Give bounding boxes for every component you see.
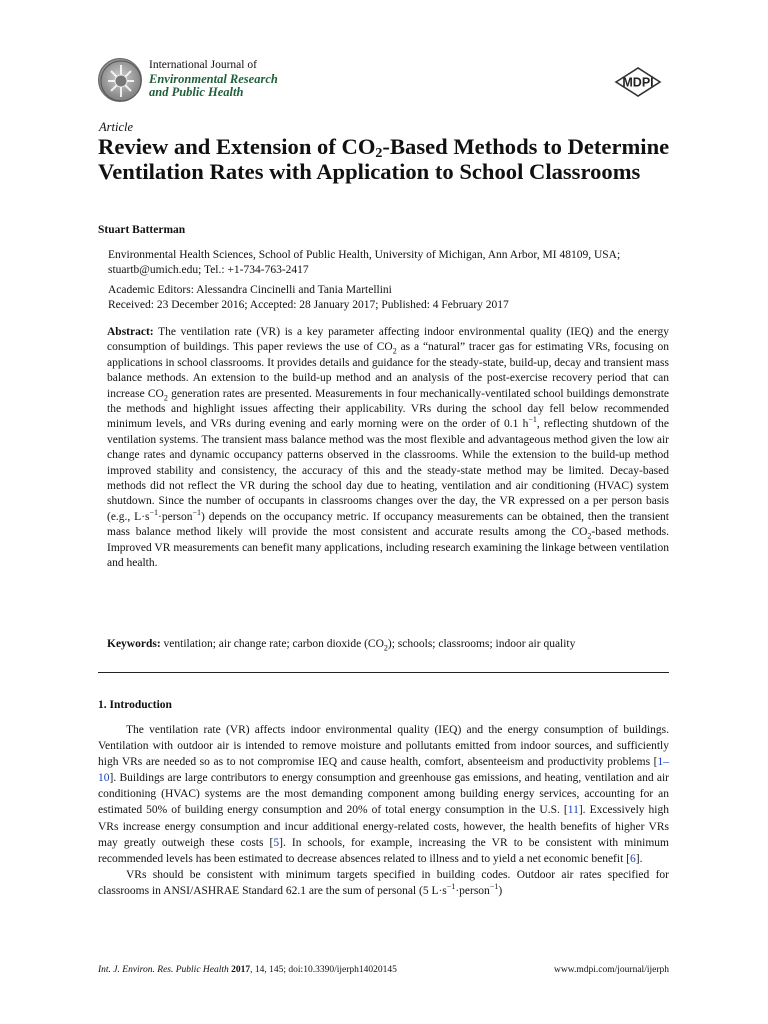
section-heading: 1. Introduction bbox=[98, 699, 172, 711]
abstract-label: Abstract: bbox=[107, 326, 154, 338]
journal-name bbox=[149, 73, 278, 99]
article-type: Article bbox=[99, 120, 134, 134]
footer-citation: Int. J. Environ. Res. Public Health 2017, 14, 145; doi:10.3390/ijerph14020145 bbox=[98, 965, 397, 975]
citation-link[interactable]: 5 bbox=[273, 836, 280, 849]
footer-url[interactable]: www.mdpi.com/journal/ijerph bbox=[554, 965, 669, 975]
keywords: Keywords: ventilation; air change rate; carbon dioxide $(CO_2)$; schools; classrooms; indoor air quality bbox=[107, 638, 576, 653]
affiliation bbox=[108, 248, 678, 279]
citation-link[interactable]: 11 bbox=[567, 804, 579, 817]
academic-editors: Academic Editors: Alessandra Cincinelli and Tania Martellini bbox=[108, 284, 392, 296]
introduction-body bbox=[98, 722, 669, 899]
keywords-label: Keywords: bbox=[107, 638, 161, 650]
journal-name-prefix: International Journal of bbox=[149, 59, 257, 71]
journal-name-line1: Environmental Research bbox=[149, 72, 278, 86]
paragraph: VRs should be consistent with minimum targets specified in building codes. Outdoor air rates specified for classrooms in ANSI/ASHRAE Standard 62.1 are the sum of personal (5 $L\cdot s^{-1}\cdot person^{-1}$) bbox=[98, 868, 669, 897]
journal-logo bbox=[98, 58, 142, 102]
journal-name-line2: and Public Health bbox=[149, 85, 244, 99]
publication-dates: Received: 23 December 2016; Accepted: 28 January 2017; Published: 4 February 2017 bbox=[108, 299, 509, 312]
paragraph: The ventilation rate (VR) affects indoor environmental quality (IEQ) and the energy consumption of buildings. Ventilation with outdoor air is intended to remove moisture and pollutants emitted from indoor sources, and sufficiently high VRs are needed so as to not compromise IEQ and cause health, comfort, absenteeism and productivity problems [1–10]. Buildings are large contributors to energy consumption and greenhouse gas emissions, and heating, ventilation and air conditioning (HVAC) systems are the most demanding component among building energy services, accounting for an estimated 50% of building energy consumption and 20% of total energy consumption in the U.S. [11]. Excessively high VRs increase energy consumption and incur additional energy-related costs, however, the health benefits of higher VRs may greatly outweigh these costs [5]. In schools, for example, increasing the VR to be consistent with minimum recommended levels has been estimated to decrease absences related to illness and to yield a net economic benefit [6]. bbox=[98, 724, 670, 865]
affiliation-line: Environmental Health Sciences, School of Public Health, University of Michigan, Ann Arbor, MI 48109, USA; bbox=[108, 249, 621, 261]
author: Stuart Batterman bbox=[98, 224, 186, 236]
divider bbox=[98, 672, 669, 673]
publisher-logo bbox=[610, 65, 666, 99]
citation-link[interactable]: 10 bbox=[98, 772, 110, 785]
citation-link[interactable]: 1 bbox=[657, 756, 664, 769]
abstract: Abstract: The ventilation rate (VR) is a key parameter affecting indoor environmental quality (IEQ) and the energy consumption of buildings. This paper reviews the use of $CO_2$ as a “natural” tracer gas for estimating VRs, focusing on applications in school classrooms. It provides details and guidance for the steady-state, build-up, decay and transient mass balance methods. An extension to the build-up method and an analysis of the post-exercise recovery period that can increase $CO_2$ generation rates are presented. Measurements in four mechanically-ventilated school buildings demonstrate the methods and highlight issues affecting their applicability. VRs during the school day fell below recommended minimum levels, and VRs during evening and early morning were on the order of 0.1 $h^{-1}$, reflecting shutdown of the ventilation systems. The transient mass balance method was the most flexible and advantageous method given the low air change rates and dynamic occupancy patterns observed in the classrooms. While the extension to the build-up method improved stability and consistency, the accuracy of this and the steady-state method may be limited. Decay-based methods did not reflect the VR during the school day due to heating, ventilation and air conditioning (HVAC) system shutdown. Since the number of occupants in classrooms changes over the day, the VR expressed on a per person basis (e.g., $L\cdot s^{-1}\cdot person^{-1}$) depends on the occupancy metric. If occupancy measurements can be obtained, then the transient mass balance method likely will provide the most consistent and accurate results among the $CO_2$-based methods. Improved VR measurements can benefit many applications, including research examining the linkage between ventilation and health. bbox=[107, 326, 670, 570]
editorial-info bbox=[108, 283, 678, 314]
article-title: Review and Extension of $CO_2$-Based Methods to Determine Ventilation Rates with Application to School Classrooms bbox=[98, 134, 670, 184]
publisher-logo-text: MDPI bbox=[622, 75, 654, 90]
affiliation-contact: stuartb@umich.edu; Tel.: +1-734-763-2417 bbox=[108, 264, 309, 277]
citation-link[interactable]: 6 bbox=[629, 852, 636, 865]
